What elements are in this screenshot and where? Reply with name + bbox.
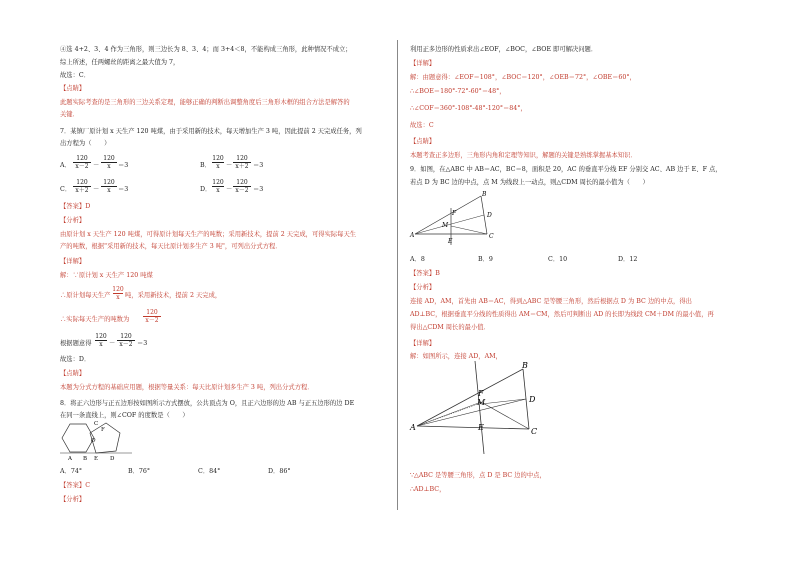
svg-text:M: M (477, 398, 486, 407)
equals-3: ＝3 (118, 186, 129, 193)
option-a: A．8 (410, 256, 425, 263)
answer: 【答案】B (410, 270, 440, 277)
label-o: O (91, 438, 96, 444)
answer: 【答案】C (60, 482, 91, 489)
minus-sign: － (93, 162, 100, 169)
text-line: 此题实际考查的是三角形的三边关系定理，能够正确的判断出调整角度后三角形木框的组合方法是解答的 (60, 99, 350, 106)
option-b-label: B． (200, 162, 211, 169)
question-8: 8．将正六边形与正五边形按如图所示方式摆放，公共顶点为 O，且正六边形的边 AB 与正五边形的边 DE (60, 400, 355, 407)
hexagon-shape (62, 424, 94, 452)
fraction: 120 x－2 (232, 179, 252, 194)
option-c: C．84° (198, 468, 221, 475)
label-e: E (94, 456, 99, 462)
question-9-line2: 若点 D 为 BC 边的中点，点 M 为线段上一动点，则△CDM 周长的最小值为（ ） (410, 179, 649, 186)
text-line: 故选：D． (60, 356, 91, 363)
section-heading: 【点睛】 (60, 85, 86, 92)
text-line: 本题为分式方程的基础应用题，根据等量关系：每天比原计划多生产 3 吨，列出分式方程． (60, 384, 314, 391)
label-c: C (94, 421, 99, 427)
fraction: 120 x (95, 333, 107, 348)
section-heading: 【详解】 (410, 60, 436, 67)
option-a-label: A． (60, 162, 71, 169)
text-line: 解：如图所示，连接 AD，AM， (410, 353, 502, 360)
label-d: D (110, 456, 115, 462)
section-heading: 【详解】 (410, 340, 436, 347)
minus-sign: － (109, 340, 116, 347)
question-8-line2: 在同一条直线上，则∠COF 的度数是（ ） (60, 412, 189, 419)
text-line: 吨，采用新技术，提前 2 天完成， (125, 292, 222, 299)
equals-3: ＝3 (118, 162, 129, 169)
section-heading: 【分析】 (60, 496, 86, 503)
text-line: 解：由题意得：∠EOF＝108°，∠BOC＝120°，∠OEB＝72°，∠OBE＝60°， (410, 74, 636, 81)
text-line: AD⊥BC，根据垂直平分线的性质得出 AM＝CM，然后可判断出 AD 的长即为线段 CM＋DM 的最小值，再 (410, 311, 714, 318)
text-line: 故选：C (410, 122, 434, 129)
text-line: ∴∠BOE＝180°-72°-60°＝48°， (410, 88, 506, 95)
text-line: 连接 AD，AM，首先由 AB＝AC，得到△ABC 是等腰三角形，然后根据点 D 为 BC 边的中点，得出 (410, 298, 692, 305)
text-line: ∴原计划每天生产 (60, 292, 111, 299)
text-line: 关键． (60, 111, 79, 118)
svg-text:D: D (487, 212, 492, 219)
text-line: ∴∠COF＝360°-108°-48°-120°＝84°， (410, 105, 527, 112)
text-line: 故选：C． (60, 72, 91, 79)
option-d: D．12 (618, 256, 638, 263)
section-heading: 【分析】 (60, 217, 86, 224)
option-c: C．10 (548, 256, 568, 263)
svg-text:C: C (531, 427, 538, 436)
fraction: 120 x－2 (142, 309, 162, 324)
fraction: 120 x (212, 155, 224, 170)
minus-sign: － (93, 186, 100, 193)
label-b: B (83, 456, 88, 462)
option-b: B．76° (128, 468, 151, 475)
svg-text:E: E (448, 238, 453, 245)
svg-text:A: A (410, 423, 416, 432)
column-divider (397, 40, 398, 510)
figure-triangle-large (405, 358, 555, 458)
svg-text:D: D (529, 395, 536, 404)
answer: 【答案】D (60, 203, 91, 210)
minus-sign: － (226, 162, 233, 169)
svg-text:F: F (478, 389, 484, 398)
text-line: ∴AD⊥BC， (410, 486, 446, 493)
text-line: 利用正多边形的性质求出∠EOF，∠BOC，∠BOE 即可解决问题． (410, 46, 598, 53)
svg-text:B: B (482, 191, 487, 198)
text-line: ④选 4+2、3、4 作为三角形，则三边长为 8、3、4；而 3+4＜8，不能构成三角形，此种情况不成立； (60, 46, 352, 53)
svg-text:B: B (522, 361, 528, 370)
option-c-label: C． (60, 186, 72, 193)
fraction: 120 x (212, 179, 224, 194)
text-line: ∴实际每天生产的吨数为 (60, 316, 130, 323)
fraction: 120 x (100, 179, 118, 194)
equals-3: ＝3 (137, 340, 148, 347)
option-d-label: D． (200, 186, 212, 193)
svg-text:F: F (452, 210, 457, 217)
figure-hexagon-pentagon (58, 418, 138, 464)
equals-3: ＝3 (253, 186, 264, 193)
label-f: F (101, 427, 105, 433)
section-heading: 【详解】 (60, 258, 86, 265)
minus-sign: － (226, 186, 233, 193)
section-heading: 【点睛】 (60, 370, 86, 377)
label-a: A (68, 456, 72, 462)
text-line: 综上所述，任两螺丝的距离之最大值为 7， (60, 59, 180, 66)
text-line: 由原计划 x 天生产 120 吨煤，可得原计划每天生产的吨数；采用新技术，提前 2 天完成，可得实际每天生 (60, 231, 357, 238)
text-line: 解：∵原计划 x 天生产 120 吨煤 (60, 272, 153, 279)
figure-triangle-small (405, 188, 505, 248)
fraction: 120 x (112, 286, 124, 301)
option-b: B．9 (478, 256, 493, 263)
svg-text:C: C (489, 233, 494, 240)
equals-3: ＝3 (253, 162, 264, 169)
fraction: 120 x－2 (116, 333, 136, 348)
fraction: 120 x (100, 155, 118, 170)
question-7-line2: 出方程为（ ） (60, 140, 111, 147)
fraction: 120 x－2 (72, 155, 92, 170)
question-9: 9．如图，在△ABC 中 AB＝AC，BC＝8，面积是 20，AC 的垂直平分线 EF 分别交 AC、AB 边于 E、F 点， (410, 166, 722, 173)
section-heading: 【点睛】 (410, 138, 436, 145)
option-d: D．86° (268, 468, 291, 475)
svg-text:M: M (442, 222, 449, 229)
text-line: 产的吨数，根据"采用新的技术，每天比原计划多生产 3 吨"，可列出分式方程． (60, 243, 282, 250)
option-a: A．74° (60, 468, 83, 475)
fraction: 120 x＋2 (72, 179, 92, 194)
svg-text:E: E (478, 423, 484, 432)
text-line: 得出△CDM 周长的最小值． (410, 324, 490, 331)
text-line: ∵△ABC 是等腰三角形，点 D 是 BC 边的中点， (410, 472, 546, 479)
text-line: 本题考查正多边形，三角形内角和定理等知识，解题的关键是熟练掌握基本知识． (410, 152, 637, 159)
section-heading: 【分析】 (410, 284, 436, 291)
text-line: 根据题意得 (60, 340, 92, 347)
svg-text:A: A (410, 232, 415, 239)
question-7: 7．某镇厂原计划 x 天生产 120 吨煤，由于采用新的技术，每天增加生产 3 吨，因此提前 2 天完成任务，列 (60, 128, 362, 135)
fraction: 120 x＋2 (232, 155, 252, 170)
